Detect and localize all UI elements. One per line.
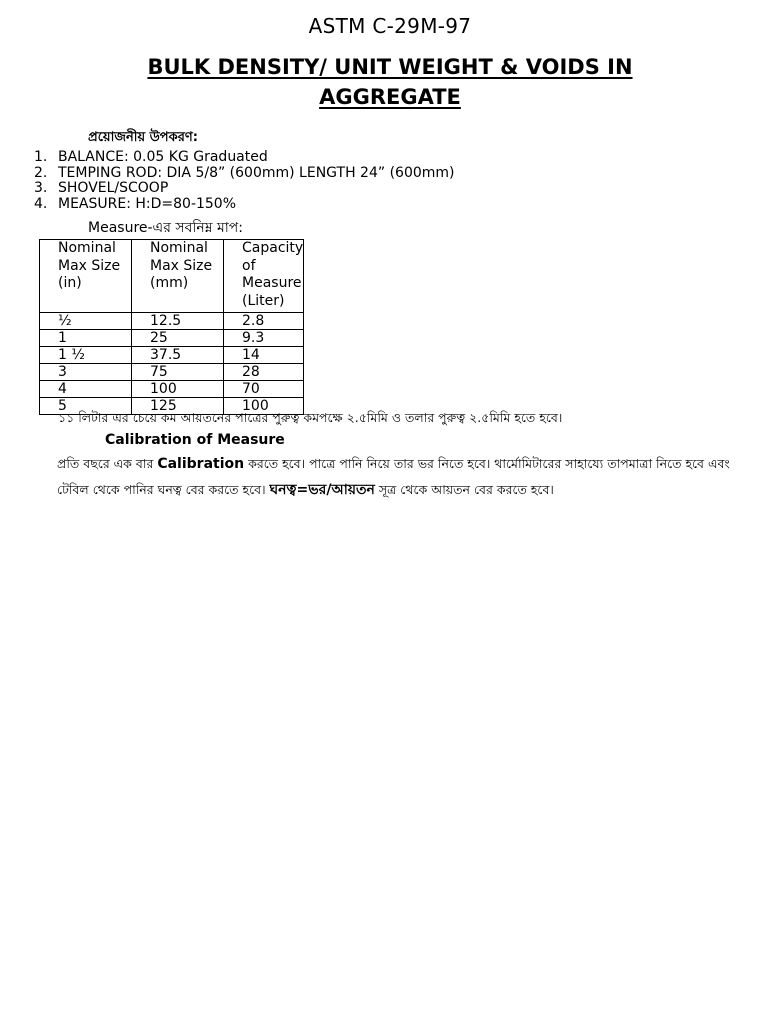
table-row <box>40 381 304 398</box>
list-text: BALANCE: 0.05 KG Graduated <box>58 149 268 165</box>
table-row <box>40 347 304 364</box>
table-cell: 25 <box>132 330 224 347</box>
table-row <box>40 364 304 381</box>
calibration-heading: Calibration of Measure <box>105 432 285 448</box>
calibration-text-2: করতে হবে। পাত্রে পানি নিয়ে তার ভর নিতে হবে। থার্মোমিটারের সাহায্যে তাপমাত্রা নিতে হবে এবং টেবিল থেকে পানির ঘনত্ব বের করতে হবে। <box>57 456 730 497</box>
table-cell: 100 <box>224 398 304 415</box>
header-nominal-size-in: Nominal Max Size (in) <box>40 240 132 313</box>
list-text: MEASURE: H:D=80-150% <box>58 195 237 212</box>
table-cell: 37.5 <box>132 347 224 364</box>
table-cell: 4 <box>40 381 132 398</box>
table-cell: 5 <box>40 398 132 415</box>
list-item <box>34 166 455 182</box>
equipment-list <box>34 150 455 212</box>
table-cell: 2.8 <box>224 313 304 330</box>
header-nominal-size-mm: Nominal Max Size (mm) <box>132 240 224 313</box>
table-cell: 1 ½ <box>40 347 132 364</box>
list-item <box>34 150 455 166</box>
table-cell: 75 <box>132 364 224 381</box>
calibration-text-3: সূত্র থেকে আয়তন বের করতে হবে। <box>374 482 554 497</box>
thickness-note: ১১ লিটার এর চেয়ে কম আয়তনের পাত্রের পুরুত্ব কমপক্ষে ২.৫মিমি ও তলার পুরুত্ব ২.৫মিমি হতে হবে। <box>58 410 563 425</box>
table-cell: 12.5 <box>132 313 224 330</box>
density-formula: ঘনত্ব=ভর/আয়তন <box>269 482 375 498</box>
table-cell: 1 <box>40 330 132 347</box>
measure-size-table <box>39 239 304 415</box>
title-line-2: AGGREGATE <box>319 85 461 109</box>
list-text: SHOVEL/SCOOP <box>58 180 169 196</box>
list-item <box>34 181 455 197</box>
table-header-row <box>40 240 304 313</box>
table-cell: 14 <box>224 347 304 364</box>
table-cell: 100 <box>132 381 224 398</box>
table-cell: 125 <box>132 398 224 415</box>
table-row <box>40 330 304 347</box>
measure-min-size-note: Measure-এর সবনিম্ন মাপ: <box>88 220 243 236</box>
list-number: 1. <box>34 149 48 165</box>
table-cell: 28 <box>224 364 304 381</box>
document-title <box>0 52 768 112</box>
calibration-text-1: প্রতি বছরে এক বার <box>57 456 158 471</box>
header-capacity: Capacity of Measure (Liter) <box>224 240 304 313</box>
list-number: 4. <box>34 195 48 212</box>
list-number: 3. <box>34 180 48 196</box>
table-cell: 9.3 <box>224 330 304 347</box>
equipment-heading: প্রয়োজনীয় উপকরণ: <box>88 130 198 145</box>
table-cell: 3 <box>40 364 132 381</box>
list-number: 2. <box>34 164 48 181</box>
list-item <box>34 197 455 213</box>
table-cell: 70 <box>224 381 304 398</box>
title-line-1: BULK DENSITY/ UNIT WEIGHT & VOIDS IN <box>147 55 633 79</box>
standard-code: ASTM C-29M-97 <box>308 14 472 38</box>
calibration-term: Calibration <box>157 456 245 472</box>
list-text: TEMPING ROD: DIA 5/8” (600mm) LENGTH 24” (600mm) <box>58 164 455 181</box>
table-cell: ½ <box>40 313 132 330</box>
calibration-paragraph <box>57 451 757 503</box>
table-row <box>40 313 304 330</box>
